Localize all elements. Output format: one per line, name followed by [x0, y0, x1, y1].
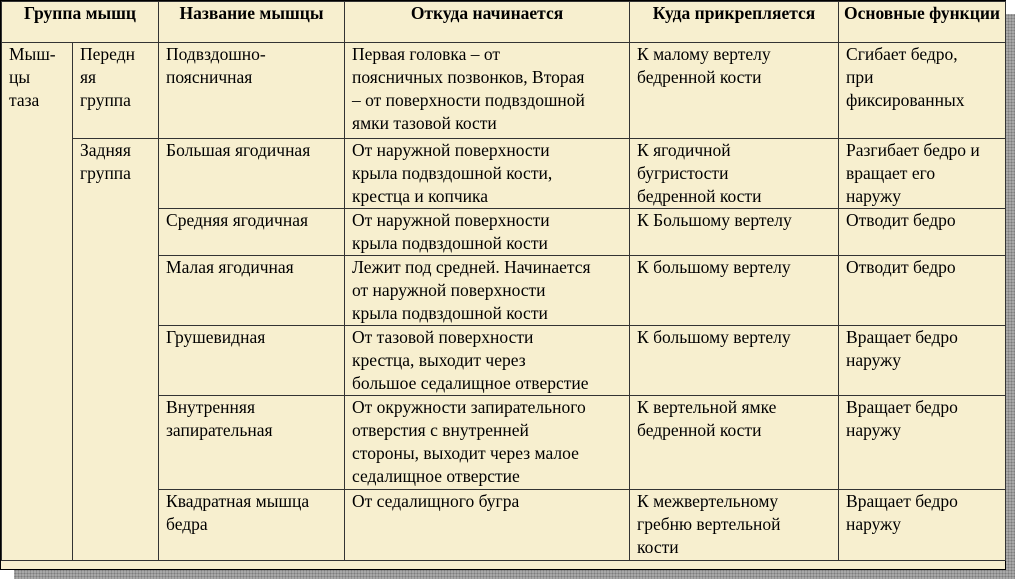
header-function: Основные функции: [839, 2, 1006, 43]
insertion-cell: К вертельной ямке бедренной кости: [630, 396, 839, 490]
function-cell: Разгибает бедро и вращает его наружу: [839, 139, 1006, 209]
header-name: Название мышцы: [159, 2, 345, 43]
muscle-name-cell: Малая ягодичная: [159, 256, 345, 326]
origin-cell: От наружной поверхности крыла подвздошной кости, крестца и копчика: [345, 139, 630, 209]
table-row: [2, 139, 1006, 209]
insertion-cell: К ягодичной бугристости бедренной кости: [630, 139, 839, 209]
header-insertion: Куда прикрепляется: [630, 2, 839, 43]
table-row: [2, 43, 1006, 139]
muscle-name-cell: Большая ягодичная: [159, 139, 345, 209]
header-group: Группа мышц: [2, 2, 159, 43]
header-row: [2, 2, 1006, 43]
origin-cell: Первая головка – от поясничных позвонков, Вторая – от поверхности подвздошной ямки тазовой кости: [345, 43, 630, 139]
insertion-cell: К большому вертелу: [630, 256, 839, 326]
header-origin: Откуда начинается: [345, 2, 630, 43]
function-cell: Вращает бедро наружу: [839, 490, 1006, 561]
muscle-name-cell: Внутренняя запирательная: [159, 396, 345, 490]
subgroup-back-cell: Задняя группа: [73, 139, 159, 561]
origin-cell: От наружной поверхности крыла подвздошной кости: [345, 209, 630, 256]
muscle-table: [1, 1, 1006, 561]
muscle-name-cell: Подвздошно- поясничная: [159, 43, 345, 139]
insertion-cell: К Большому вертелу: [630, 209, 839, 256]
function-cell: Отводит бедро: [839, 256, 1006, 326]
function-cell: Вращает бедро наружу: [839, 396, 1006, 490]
origin-cell: От окружности запирательного отверстия с внутренней стороны, выходит через малое седалищное отверстие: [345, 396, 630, 490]
function-cell: Сгибает бедро, при фиксированных: [839, 43, 1006, 139]
group-main-cell: Мыш- цы таза: [2, 43, 73, 561]
muscle-name-cell: Средняя ягодичная: [159, 209, 345, 256]
muscle-name-cell: Квадратная мышца бедра: [159, 490, 345, 561]
origin-cell: От седалищного бугра: [345, 490, 630, 561]
insertion-cell: К межвертельному гребню вертельной кости: [630, 490, 839, 561]
insertion-cell: К большому вертелу: [630, 326, 839, 396]
origin-cell: Лежит под средней. Начинается от наружной поверхности крыла подвздошной кости: [345, 256, 630, 326]
function-cell: Вращает бедро наружу: [839, 326, 1006, 396]
muscle-name-cell: Грушевидная: [159, 326, 345, 396]
origin-cell: От тазовой поверхности крестца, выходит через большое седалищное отверстие: [345, 326, 630, 396]
insertion-cell: К малому вертелу бедренной кости: [630, 43, 839, 139]
subgroup-front-cell: Передн яя группа: [73, 43, 159, 139]
function-cell: Отводит бедро: [839, 209, 1006, 256]
